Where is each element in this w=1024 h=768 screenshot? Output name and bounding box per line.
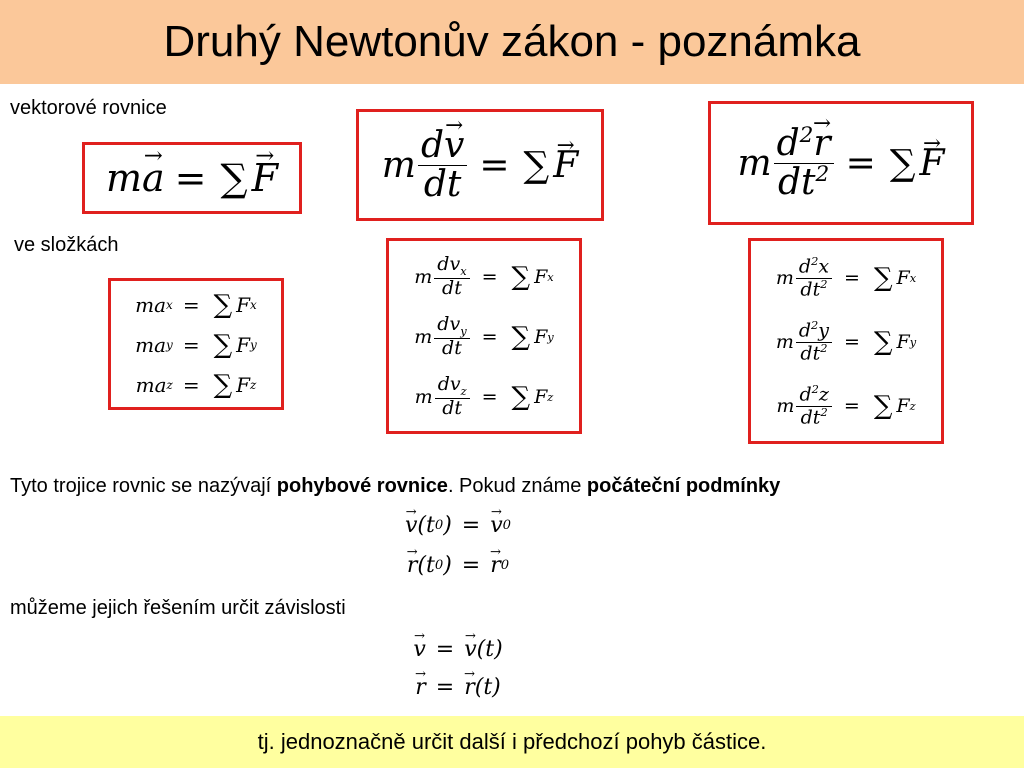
equation-box-vector-position xyxy=(708,101,974,225)
equation-vector-position: m $\frac{d^2\to r}{dt^2}$ = ∑ → F xyxy=(711,104,971,222)
equation-box-vector-velocity xyxy=(356,109,604,221)
page-title: Druhý Newtonův zákon - poznámka xyxy=(163,17,861,66)
term-equations-of-motion: pohybové rovnice xyxy=(276,475,448,497)
equation-position-z: m $\frac{d^2z}{dt^2}$ = ∑ F z xyxy=(776,382,916,428)
paragraph-solutions: můžeme jejich řešením určit závislosti xyxy=(10,597,346,619)
label-vector-equations: vektorové rovnice xyxy=(10,97,167,119)
equation-position-x: m $\frac{d^2x}{dt^2}$ = ∑ F x xyxy=(775,254,917,300)
equation-box-component-acceleration xyxy=(108,278,284,410)
equation-acceleration-x: ma x = ∑ F x xyxy=(135,290,257,320)
footer-note xyxy=(0,716,1024,768)
equation-initial-position: → r (t 0 ) = → r 0 xyxy=(0,548,916,582)
title-bar xyxy=(0,0,1024,84)
term-initial-conditions: počáteční podmínky xyxy=(586,475,781,497)
equation-vector-acceleration: m → a = ∑ → F xyxy=(85,145,299,211)
equation-position-of-time: → r = → r (t) xyxy=(0,670,916,704)
equation-velocity-x: m $\frac{dv_x}{dt}$ = ∑ F x xyxy=(414,253,554,299)
equation-acceleration-y: ma y = ∑ F y xyxy=(135,330,257,360)
equation-velocity-z: m $\frac{dv_z}{dt}$ = ∑ F z xyxy=(414,373,554,419)
equation-box-component-velocity xyxy=(386,238,582,434)
paragraph-prefix: Tyto trojice rovnic se nazývají xyxy=(10,475,277,497)
equation-initial-velocity: → v (t 0 ) = → v 0 xyxy=(0,508,916,542)
paragraph-middle: . Pokud známe xyxy=(447,475,587,497)
equation-box-vector-acceleration xyxy=(82,142,302,214)
paragraph-equations-of-motion xyxy=(10,475,780,498)
footer-text: tj. jednoznačně určit další i předchozí pohyb částice. xyxy=(257,729,767,754)
equation-position-y: m $\frac{d^2y}{dt^2}$ = ∑ F y xyxy=(775,318,917,364)
equation-velocity-y: m $\frac{dv_y}{dt}$ = ∑ F y xyxy=(414,313,554,359)
equation-box-component-position xyxy=(748,238,944,444)
equation-velocity-of-time: → v = → v (t) xyxy=(0,632,916,666)
equation-vector-velocity: m $\frac{d\to v}{dt}$ = ∑ → F xyxy=(359,112,601,218)
equation-acceleration-z: ma z = ∑ F z xyxy=(135,370,257,400)
label-component-equations: ve složkách xyxy=(14,234,119,256)
